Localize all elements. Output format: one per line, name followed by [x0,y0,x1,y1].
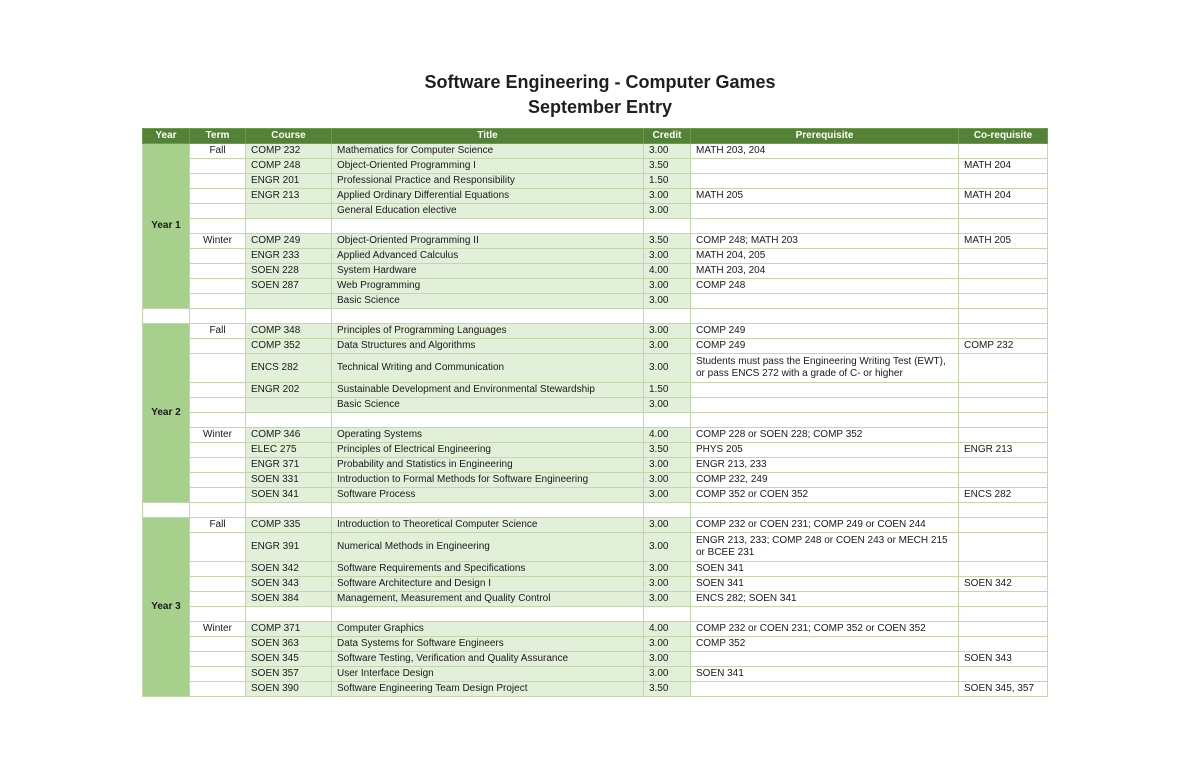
credit-cell: 3.00 [644,637,691,652]
page-title: Software Engineering - Computer Games [424,72,776,92]
prerequisite-cell: COMP 248 [691,279,959,294]
year-spacer-row [143,503,1048,518]
prerequisite-cell: MATH 204, 205 [691,249,959,264]
term-label: Winter [190,234,246,249]
prerequisite-cell: COMP 232, 249 [691,473,959,488]
table-row [143,622,1048,637]
prerequisite-cell: MATH 205 [691,189,959,204]
credit-cell: 3.00 [644,488,691,503]
credit-cell: 3.50 [644,443,691,458]
title-cell: Sustainable Development and Environmental Stewardship [332,383,644,398]
prerequisite-cell [691,159,959,174]
empty-cell [143,503,190,518]
corequisite-cell [959,383,1048,398]
course-cell: SOEN 357 [246,667,332,682]
empty-cell [190,652,246,667]
empty-cell [691,503,959,518]
empty-cell [190,592,246,607]
credit-cell: 3.00 [644,652,691,667]
table-row [143,249,1048,264]
table-row [143,577,1048,592]
title-cell: Software Architecture and Design I [332,577,644,592]
course-cell: SOEN 331 [246,473,332,488]
title-cell: Professional Practice and Responsibility [332,174,644,189]
empty-cell [190,458,246,473]
prerequisite-cell [691,682,959,697]
page-subtitle: September Entry [527,97,673,117]
empty-cell [959,413,1048,428]
title-cell: Introduction to Formal Methods for Software Engineering [332,473,644,488]
table-row [143,428,1048,443]
spacer-row [143,607,1048,622]
table-row [143,264,1048,279]
table-row [143,518,1048,533]
empty-cell [332,503,644,518]
empty-cell [190,189,246,204]
table-row [143,204,1048,219]
empty-cell [190,398,246,413]
prerequisite-cell [691,398,959,413]
title-cell: System Hardware [332,264,644,279]
course-cell: ENGR 371 [246,458,332,473]
empty-cell [190,637,246,652]
corequisite-cell [959,324,1048,339]
header-prerequisite: Prerequisite [691,129,959,144]
empty-cell [143,309,190,324]
title-cell: Object-Oriented Programming II [332,234,644,249]
empty-cell [332,309,644,324]
table-row [143,667,1048,682]
empty-cell [190,488,246,503]
empty-cell [959,219,1048,234]
empty-cell [190,309,246,324]
course-cell: ENGR 233 [246,249,332,264]
empty-cell [190,249,246,264]
credit-cell: 3.00 [644,592,691,607]
corequisite-cell [959,174,1048,189]
empty-cell [644,503,691,518]
title-cell: Management, Measurement and Quality Control [332,592,644,607]
title-cell: Basic Science [332,294,644,309]
course-cell: SOEN 390 [246,682,332,697]
course-cell [246,294,332,309]
empty-cell [246,219,332,234]
title-cell: Web Programming [332,279,644,294]
course-cell: COMP 371 [246,622,332,637]
course-cell: SOEN 384 [246,592,332,607]
prerequisite-cell: COMP 232 or COEN 231; COMP 249 or COEN 244 [691,518,959,533]
corequisite-cell: ENGR 213 [959,443,1048,458]
credit-cell: 3.00 [644,204,691,219]
prerequisite-cell: MATH 203, 204 [691,144,959,159]
table-row [143,443,1048,458]
credit-cell: 1.50 [644,383,691,398]
prerequisite-cell: PHYS 205 [691,443,959,458]
empty-cell [332,219,644,234]
prerequisite-cell [691,294,959,309]
table-row [143,592,1048,607]
year-label: Year 3 [143,518,190,697]
empty-cell [190,503,246,518]
credit-cell: 3.00 [644,144,691,159]
prerequisite-cell: COMP 232 or COEN 231; COMP 352 or COEN 352 [691,622,959,637]
header-course: Course [246,129,332,144]
table-row [143,652,1048,667]
empty-cell [332,607,644,622]
empty-cell [959,607,1048,622]
year-label: Year 1 [143,144,190,309]
table-row [143,189,1048,204]
empty-cell [190,383,246,398]
prerequisite-cell [691,652,959,667]
corequisite-cell [959,592,1048,607]
corequisite-cell [959,637,1048,652]
curriculum-table [142,128,1048,697]
corequisite-cell: ENCS 282 [959,488,1048,503]
prerequisite-cell [691,383,959,398]
prerequisite-cell: MATH 203, 204 [691,264,959,279]
title-cell: Object-Oriented Programming I [332,159,644,174]
title-cell: Software Process [332,488,644,503]
empty-cell [190,577,246,592]
course-cell: ENGR 201 [246,174,332,189]
title-cell: Principles of Programming Languages [332,324,644,339]
credit-cell: 3.00 [644,518,691,533]
term-label: Winter [190,622,246,637]
table-row [143,383,1048,398]
corequisite-cell: MATH 204 [959,159,1048,174]
empty-cell [691,413,959,428]
corequisite-cell [959,473,1048,488]
course-cell: ENGR 213 [246,189,332,204]
corequisite-cell [959,398,1048,413]
empty-cell [691,309,959,324]
credit-cell: 3.00 [644,279,691,294]
table-row [143,324,1048,339]
corequisite-cell [959,622,1048,637]
title-cell: Probability and Statistics in Engineering [332,458,644,473]
header-term: Term [190,129,246,144]
table-row [143,562,1048,577]
title-cell: Software Engineering Team Design Project [332,682,644,697]
spacer-row [143,413,1048,428]
header-year: Year [143,129,190,144]
title-cell: Computer Graphics [332,622,644,637]
corequisite-cell [959,264,1048,279]
empty-cell [644,413,691,428]
corequisite-cell: MATH 205 [959,234,1048,249]
empty-cell [190,279,246,294]
empty-cell [332,413,644,428]
empty-cell [246,503,332,518]
title-cell: Operating Systems [332,428,644,443]
title-cell: Introduction to Theoretical Computer Science [332,518,644,533]
prerequisite-cell [691,204,959,219]
term-label: Fall [190,144,246,159]
course-cell: SOEN 343 [246,577,332,592]
prerequisite-cell: COMP 352 [691,637,959,652]
table-row [143,339,1048,354]
credit-cell: 3.50 [644,159,691,174]
course-cell: COMP 352 [246,339,332,354]
empty-cell [190,294,246,309]
corequisite-cell [959,279,1048,294]
empty-cell [190,204,246,219]
corequisite-cell: SOEN 345, 357 [959,682,1048,697]
title-cell: Data Structures and Algorithms [332,339,644,354]
term-label: Fall [190,518,246,533]
course-cell: ENGR 202 [246,383,332,398]
course-cell: COMP 346 [246,428,332,443]
empty-cell [190,354,246,383]
corequisite-cell [959,458,1048,473]
prerequisite-cell: COMP 249 [691,339,959,354]
prerequisite-cell: SOEN 341 [691,562,959,577]
table-row [143,279,1048,294]
empty-cell [644,309,691,324]
header-credit: Credit [644,129,691,144]
credit-cell: 3.00 [644,249,691,264]
spacer-row [143,219,1048,234]
credit-cell: 3.00 [644,667,691,682]
course-cell: SOEN 287 [246,279,332,294]
credit-cell: 4.00 [644,622,691,637]
title-cell: Mathematics for Computer Science [332,144,644,159]
course-cell: ENCS 282 [246,354,332,383]
credit-cell: 3.00 [644,324,691,339]
table-row [143,473,1048,488]
empty-cell [691,219,959,234]
course-cell: SOEN 341 [246,488,332,503]
course-cell: SOEN 342 [246,562,332,577]
table-row [143,294,1048,309]
prerequisite-cell: SOEN 341 [691,577,959,592]
title-cell: Numerical Methods in Engineering [332,533,644,562]
prerequisite-cell: COMP 249 [691,324,959,339]
course-cell: SOEN 228 [246,264,332,279]
empty-cell [190,562,246,577]
title-cell: Applied Advanced Calculus [332,249,644,264]
empty-cell [644,607,691,622]
table-header-row [143,129,1048,144]
course-cell: SOEN 363 [246,637,332,652]
course-cell: COMP 335 [246,518,332,533]
credit-cell: 3.00 [644,339,691,354]
course-cell: ENGR 391 [246,533,332,562]
empty-cell [190,682,246,697]
credit-cell: 3.00 [644,189,691,204]
table-body [143,144,1048,697]
title-cell: User Interface Design [332,667,644,682]
title-cell: Data Systems for Software Engineers [332,637,644,652]
empty-cell [190,174,246,189]
course-cell: COMP 249 [246,234,332,249]
credit-cell: 4.00 [644,264,691,279]
course-cell: COMP 348 [246,324,332,339]
empty-cell [190,159,246,174]
course-cell [246,204,332,219]
term-label: Fall [190,324,246,339]
corequisite-cell [959,144,1048,159]
table-row [143,159,1048,174]
table-row [143,234,1048,249]
table-row [143,458,1048,473]
prerequisite-cell: Students must pass the Engineering Writing Test (EWT), or pass ENCS 272 with a grade of C- or higher [691,354,959,383]
course-cell: COMP 248 [246,159,332,174]
empty-cell [190,473,246,488]
year-spacer-row [143,309,1048,324]
empty-cell [190,443,246,458]
header-corequisite: Co-requisite [959,129,1048,144]
empty-cell [691,607,959,622]
table-row [143,682,1048,697]
corequisite-cell [959,249,1048,264]
prerequisite-cell: COMP 228 or SOEN 228; COMP 352 [691,428,959,443]
corequisite-cell [959,533,1048,562]
credit-cell: 3.50 [644,234,691,249]
corequisite-cell [959,204,1048,219]
table-row [143,354,1048,383]
corequisite-cell [959,518,1048,533]
term-label: Winter [190,428,246,443]
prerequisite-cell: COMP 248; MATH 203 [691,234,959,249]
empty-cell [190,339,246,354]
title-cell: General Education elective [332,204,644,219]
empty-cell [246,413,332,428]
empty-cell [959,503,1048,518]
credit-cell: 3.00 [644,473,691,488]
credit-cell: 3.00 [644,458,691,473]
table-row [143,174,1048,189]
credit-cell: 3.00 [644,533,691,562]
empty-cell [190,413,246,428]
title-cell: Technical Writing and Communication [332,354,644,383]
table-row [143,144,1048,159]
credit-cell: 1.50 [644,174,691,189]
corequisite-cell [959,562,1048,577]
empty-cell [644,219,691,234]
credit-cell: 3.00 [644,577,691,592]
empty-cell [190,533,246,562]
title-cell: Applied Ordinary Differential Equations [332,189,644,204]
course-cell: SOEN 345 [246,652,332,667]
credit-cell: 3.00 [644,354,691,383]
table-row [143,398,1048,413]
corequisite-cell: COMP 232 [959,339,1048,354]
empty-cell [246,607,332,622]
empty-cell [246,309,332,324]
credit-cell: 3.00 [644,294,691,309]
credit-cell: 3.00 [644,562,691,577]
table-row [143,488,1048,503]
prerequisite-cell [691,174,959,189]
prerequisite-cell: COMP 352 or COEN 352 [691,488,959,503]
empty-cell [190,219,246,234]
title-cell: Software Testing, Verification and Quality Assurance [332,652,644,667]
empty-cell [959,309,1048,324]
prerequisite-cell: ENCS 282; SOEN 341 [691,592,959,607]
corequisite-cell [959,667,1048,682]
credit-cell: 3.50 [644,682,691,697]
prerequisite-cell: SOEN 341 [691,667,959,682]
title-cell: Basic Science [332,398,644,413]
corequisite-cell [959,428,1048,443]
title-cell: Principles of Electrical Engineering [332,443,644,458]
prerequisite-cell: ENGR 213, 233 [691,458,959,473]
course-cell: ELEC 275 [246,443,332,458]
credit-cell: 4.00 [644,428,691,443]
corequisite-cell: SOEN 343 [959,652,1048,667]
empty-cell [190,264,246,279]
empty-cell [190,607,246,622]
table-row [143,637,1048,652]
year-label: Year 2 [143,324,190,503]
corequisite-cell [959,294,1048,309]
corequisite-cell: SOEN 342 [959,577,1048,592]
corequisite-cell: MATH 204 [959,189,1048,204]
course-cell: COMP 232 [246,144,332,159]
prerequisite-cell: ENGR 213, 233; COMP 248 or COEN 243 or MECH 215 or BCEE 231 [691,533,959,562]
title-cell: Software Requirements and Specifications [332,562,644,577]
header-title: Title [332,129,644,144]
table-row [143,533,1048,562]
empty-cell [190,667,246,682]
course-cell [246,398,332,413]
credit-cell: 3.00 [644,398,691,413]
corequisite-cell [959,354,1048,383]
